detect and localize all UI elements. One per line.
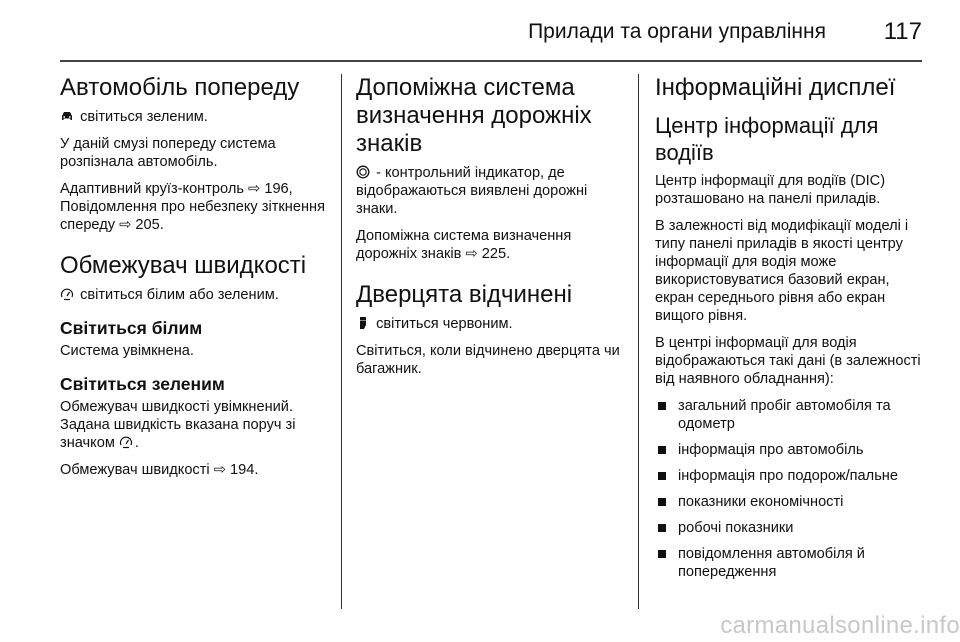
section-title: Дверцята відчинені xyxy=(356,281,573,308)
speed-limiter-icon xyxy=(119,435,133,449)
door-open-icon xyxy=(356,316,370,330)
reference-link[interactable]: 205. xyxy=(135,217,164,233)
bullet-icon xyxy=(658,472,666,480)
cross-reference: Адаптивний круїз-контроль ⇨ 196, Повідомлення про небезпеку зіткнення спереду ⇨ 205. xyxy=(60,181,325,233)
dic-items-list xyxy=(655,397,927,581)
indicator-text: світиться білим або зеленим. xyxy=(60,286,332,304)
indicator-text: світиться зеленим. xyxy=(60,108,332,126)
speed-limiter-icon xyxy=(60,287,74,301)
column-divider xyxy=(638,74,639,609)
bullet-icon xyxy=(658,524,666,532)
section-title: Допоміжна система визначення дорожніх знаків xyxy=(356,74,592,157)
paragraph: В залежності від модифікації моделі і типу панелі приладів в якості центру інформації для водія може використовуватися базовий екран, екран середнього рівня або екран вищого рівня. xyxy=(655,218,909,324)
subsection-title: Світиться білим xyxy=(60,318,203,338)
bullet-icon xyxy=(658,498,666,506)
bullet-icon xyxy=(658,402,666,410)
paragraph: У даній смузі попереду система розпізнала автомобіль. xyxy=(60,136,276,170)
running-title: Прилади та органи управління xyxy=(528,20,826,43)
column-right xyxy=(655,74,927,589)
reference-arrow-icon: ⇨ xyxy=(248,181,261,197)
section-title: Центр інформації для водіїв xyxy=(655,113,879,165)
paragraph: Світиться, коли відчинено дверцята чи багажник. xyxy=(356,343,620,377)
reference-arrow-icon: ⇨ xyxy=(465,246,478,262)
bullet-icon xyxy=(658,446,666,454)
header-rule xyxy=(60,60,922,62)
list-item: інформація про автомобіль xyxy=(655,441,927,459)
cross-reference: Допоміжна система визначення дорожніх знаків ⇨ 225. xyxy=(356,228,572,262)
car-ahead-icon xyxy=(60,109,74,123)
indicator-text: - контрольний індикатор, де відображаються виявлені дорожні знаки. xyxy=(356,165,588,217)
bullet-icon xyxy=(658,550,666,558)
column-left xyxy=(60,74,332,488)
paragraph: Центр інформації для водіїв (DIC) розташовано на панелі приладів. xyxy=(655,173,886,207)
list-item: показники економічності xyxy=(655,493,927,511)
cross-reference: Обмежувач швидкості ⇨ 194. xyxy=(60,462,259,478)
reference-link[interactable]: 225. xyxy=(481,246,511,262)
reference-arrow-icon: ⇨ xyxy=(213,462,226,478)
reference-link[interactable]: 196, xyxy=(264,181,293,197)
watermark: carmanualsonline.info xyxy=(720,612,960,639)
reference-arrow-icon: ⇨ xyxy=(119,217,132,233)
section-title: Автомобіль попереду xyxy=(60,74,300,101)
paragraph: Обмежувач швидкості увімкнений. Задана швидкість вказана поруч зі значком . xyxy=(60,399,296,451)
indicator-text: світиться червоним. xyxy=(356,315,628,333)
paragraph: В центрі інформації для водія відображаються такі дані (в залежності від наявного обладнання): xyxy=(655,335,921,387)
list-item: інформація про подорож/пальне xyxy=(655,467,927,485)
traffic-sign-icon xyxy=(356,165,370,179)
list-item: робочі показники xyxy=(655,519,927,537)
subsection-title: Світиться зеленим xyxy=(60,374,225,394)
reference-link[interactable]: 194. xyxy=(230,462,259,478)
section-title: Обмежувач швидкості xyxy=(60,252,307,279)
chapter-title: Інформаційні дисплеї xyxy=(655,74,896,101)
paragraph: Система увімкнена. xyxy=(60,343,194,359)
column-middle xyxy=(356,74,628,387)
column-divider xyxy=(341,74,342,609)
page-header xyxy=(60,10,922,60)
page-number: 117 xyxy=(883,18,922,45)
list-item: загальний пробіг автомобіля та одометр xyxy=(655,397,927,433)
list-item: повідомлення автомобіля й попередження xyxy=(655,545,927,581)
